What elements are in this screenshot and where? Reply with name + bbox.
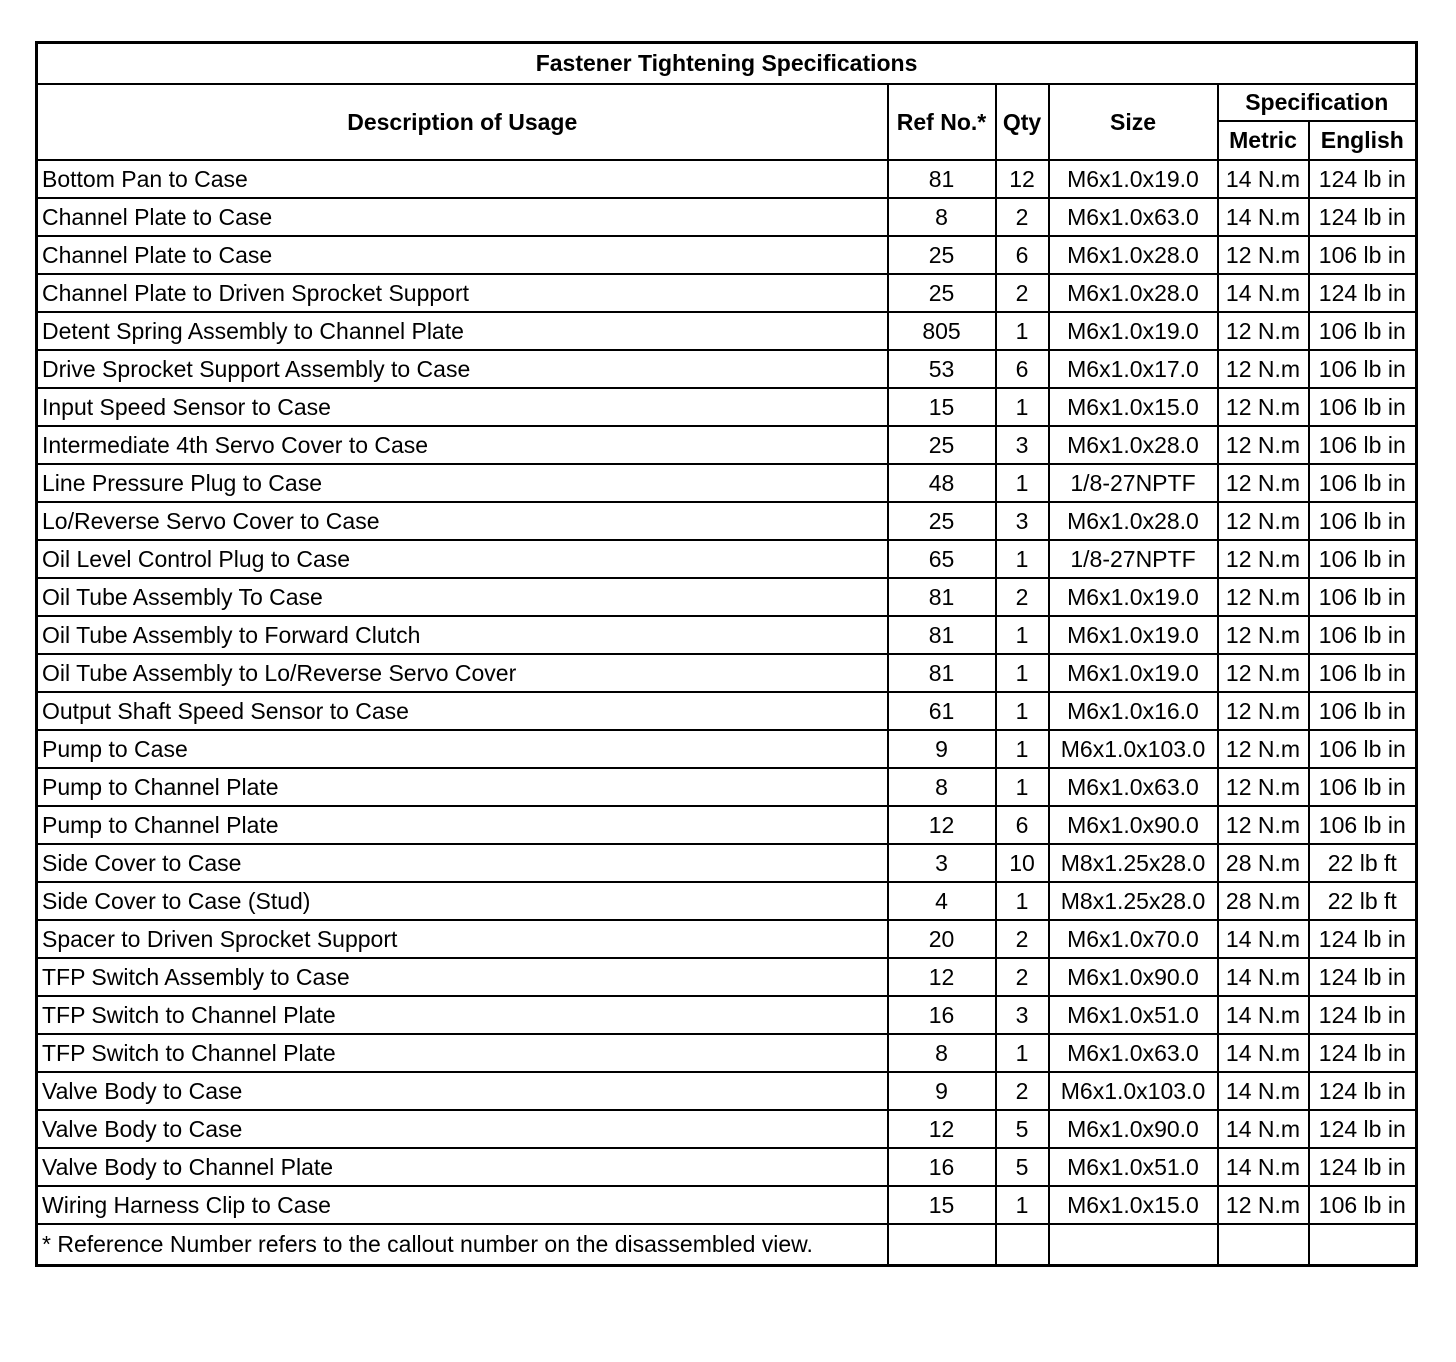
cell-size: M6x1.0x28.0 (1049, 274, 1218, 312)
cell-ref-no: 65 (888, 540, 996, 578)
cell-metric: 14 N.m (1218, 996, 1309, 1034)
table-title: Fastener Tightening Specifications (37, 43, 1417, 85)
cell-qty: 1 (996, 768, 1049, 806)
cell-ref-no: 81 (888, 578, 996, 616)
cell-size: M6x1.0x103.0 (1049, 1072, 1218, 1110)
cell-ref-no: 8 (888, 198, 996, 236)
cell-ref-no: 48 (888, 464, 996, 502)
cell-ref-no: 81 (888, 616, 996, 654)
cell-qty: 10 (996, 844, 1049, 882)
table-row (37, 578, 1417, 616)
table-row (37, 1034, 1417, 1072)
cell-description: Detent Spring Assembly to Channel Plate (37, 312, 888, 350)
cell-metric: 12 N.m (1218, 1186, 1309, 1224)
cell-english: 106 lb in (1309, 654, 1417, 692)
table-row (37, 844, 1417, 882)
cell-qty: 12 (996, 160, 1049, 198)
cell-english: 106 lb in (1309, 464, 1417, 502)
cell-size: M6x1.0x19.0 (1049, 312, 1218, 350)
cell-size: M6x1.0x90.0 (1049, 1110, 1218, 1148)
cell-metric: 14 N.m (1218, 958, 1309, 996)
cell-english: 106 lb in (1309, 578, 1417, 616)
cell-metric: 12 N.m (1218, 768, 1309, 806)
cell-metric: 14 N.m (1218, 198, 1309, 236)
cell-qty: 1 (996, 616, 1049, 654)
cell-size: M8x1.25x28.0 (1049, 844, 1218, 882)
cell-size: M6x1.0x19.0 (1049, 654, 1218, 692)
table-row (37, 920, 1417, 958)
footnote-empty-cell (1218, 1224, 1309, 1266)
cell-size: M6x1.0x28.0 (1049, 502, 1218, 540)
cell-description: Intermediate 4th Servo Cover to Case (37, 426, 888, 464)
cell-size: M6x1.0x16.0 (1049, 692, 1218, 730)
cell-size: M6x1.0x17.0 (1049, 350, 1218, 388)
cell-english: 106 lb in (1309, 502, 1417, 540)
cell-metric: 14 N.m (1218, 920, 1309, 958)
cell-size: M6x1.0x19.0 (1049, 578, 1218, 616)
cell-english: 22 lb ft (1309, 882, 1417, 920)
cell-size: M6x1.0x28.0 (1049, 426, 1218, 464)
cell-description: Channel Plate to Case (37, 236, 888, 274)
cell-description: Spacer to Driven Sprocket Support (37, 920, 888, 958)
cell-ref-no: 12 (888, 958, 996, 996)
table-row (37, 350, 1417, 388)
cell-ref-no: 16 (888, 1148, 996, 1186)
cell-english: 124 lb in (1309, 1110, 1417, 1148)
footnote-empty-cell (1309, 1224, 1417, 1266)
title-row (37, 43, 1417, 85)
cell-qty: 3 (996, 426, 1049, 464)
cell-size: M6x1.0x90.0 (1049, 958, 1218, 996)
table-row (37, 616, 1417, 654)
table-row (37, 312, 1417, 350)
cell-metric: 12 N.m (1218, 464, 1309, 502)
cell-size: M6x1.0x19.0 (1049, 160, 1218, 198)
cell-metric: 14 N.m (1218, 274, 1309, 312)
cell-english: 106 lb in (1309, 312, 1417, 350)
cell-metric: 12 N.m (1218, 692, 1309, 730)
table-row (37, 692, 1417, 730)
table-row (37, 654, 1417, 692)
table-row (37, 274, 1417, 312)
cell-metric: 12 N.m (1218, 312, 1309, 350)
cell-size: M6x1.0x15.0 (1049, 1186, 1218, 1224)
cell-qty: 5 (996, 1110, 1049, 1148)
cell-size: M6x1.0x19.0 (1049, 616, 1218, 654)
cell-description: Oil Tube Assembly to Forward Clutch (37, 616, 888, 654)
cell-qty: 5 (996, 1148, 1049, 1186)
cell-description: Input Speed Sensor to Case (37, 388, 888, 426)
table-row (37, 540, 1417, 578)
footnote-row (37, 1224, 1417, 1266)
cell-english: 106 lb in (1309, 236, 1417, 274)
cell-ref-no: 3 (888, 844, 996, 882)
cell-qty: 1 (996, 654, 1049, 692)
cell-qty: 1 (996, 730, 1049, 768)
table-row (37, 388, 1417, 426)
cell-description: Channel Plate to Case (37, 198, 888, 236)
cell-size: M8x1.25x28.0 (1049, 882, 1218, 920)
table-row (37, 730, 1417, 768)
table-row (37, 464, 1417, 502)
cell-description: Channel Plate to Driven Sprocket Support (37, 274, 888, 312)
table-row (37, 198, 1417, 236)
cell-ref-no: 9 (888, 1072, 996, 1110)
cell-size: M6x1.0x63.0 (1049, 198, 1218, 236)
cell-size: 1/8-27NPTF (1049, 540, 1218, 578)
table-row (37, 882, 1417, 920)
header-specification: Specification (1218, 84, 1417, 121)
header-ref-no: Ref No.* (888, 84, 996, 160)
cell-qty: 1 (996, 312, 1049, 350)
header-english: English (1309, 121, 1417, 160)
cell-metric: 28 N.m (1218, 882, 1309, 920)
cell-qty: 3 (996, 996, 1049, 1034)
cell-ref-no: 15 (888, 388, 996, 426)
cell-size: M6x1.0x70.0 (1049, 920, 1218, 958)
table-row (37, 1186, 1417, 1224)
cell-ref-no: 12 (888, 806, 996, 844)
cell-ref-no: 53 (888, 350, 996, 388)
table-row (37, 1110, 1417, 1148)
cell-size: M6x1.0x28.0 (1049, 236, 1218, 274)
cell-qty: 1 (996, 882, 1049, 920)
cell-description: Oil Tube Assembly to Lo/Reverse Servo Cover (37, 654, 888, 692)
cell-english: 106 lb in (1309, 388, 1417, 426)
cell-description: TFP Switch to Channel Plate (37, 996, 888, 1034)
cell-english: 106 lb in (1309, 1186, 1417, 1224)
cell-ref-no: 81 (888, 654, 996, 692)
header-qty: Qty (996, 84, 1049, 160)
cell-ref-no: 4 (888, 882, 996, 920)
cell-english: 124 lb in (1309, 920, 1417, 958)
footnote-empty-cell (1049, 1224, 1218, 1266)
cell-english: 106 lb in (1309, 730, 1417, 768)
cell-english: 124 lb in (1309, 160, 1417, 198)
footnote: * Reference Number refers to the callout number on the disassembled view. (37, 1224, 888, 1266)
cell-ref-no: 12 (888, 1110, 996, 1148)
table-row (37, 996, 1417, 1034)
cell-english: 124 lb in (1309, 996, 1417, 1034)
table-row (37, 236, 1417, 274)
cell-ref-no: 805 (888, 312, 996, 350)
cell-metric: 12 N.m (1218, 806, 1309, 844)
cell-qty: 6 (996, 806, 1049, 844)
table-row (37, 426, 1417, 464)
cell-metric: 12 N.m (1218, 730, 1309, 768)
cell-english: 124 lb in (1309, 1148, 1417, 1186)
table-row (37, 1148, 1417, 1186)
cell-description: Valve Body to Channel Plate (37, 1148, 888, 1186)
cell-metric: 14 N.m (1218, 160, 1309, 198)
table-row (37, 1072, 1417, 1110)
cell-metric: 12 N.m (1218, 350, 1309, 388)
cell-qty: 2 (996, 274, 1049, 312)
cell-english: 124 lb in (1309, 1034, 1417, 1072)
cell-qty: 2 (996, 198, 1049, 236)
cell-size: M6x1.0x63.0 (1049, 1034, 1218, 1072)
cell-metric: 14 N.m (1218, 1148, 1309, 1186)
cell-size: M6x1.0x63.0 (1049, 768, 1218, 806)
footnote-empty-cell (888, 1224, 996, 1266)
table-row (37, 806, 1417, 844)
cell-ref-no: 81 (888, 160, 996, 198)
cell-description: Valve Body to Case (37, 1110, 888, 1148)
cell-qty: 2 (996, 578, 1049, 616)
cell-metric: 12 N.m (1218, 502, 1309, 540)
cell-qty: 2 (996, 958, 1049, 996)
cell-description: Valve Body to Case (37, 1072, 888, 1110)
cell-ref-no: 25 (888, 274, 996, 312)
cell-english: 124 lb in (1309, 274, 1417, 312)
cell-qty: 6 (996, 350, 1049, 388)
table-row (37, 160, 1417, 198)
cell-description: Pump to Case (37, 730, 888, 768)
cell-description: TFP Switch Assembly to Case (37, 958, 888, 996)
cell-qty: 1 (996, 1034, 1049, 1072)
cell-description: Drive Sprocket Support Assembly to Case (37, 350, 888, 388)
fastener-spec-table (35, 41, 1418, 1267)
cell-description: Side Cover to Case (Stud) (37, 882, 888, 920)
cell-size: M6x1.0x90.0 (1049, 806, 1218, 844)
cell-english: 124 lb in (1309, 198, 1417, 236)
cell-description: Oil Level Control Plug to Case (37, 540, 888, 578)
cell-size: M6x1.0x103.0 (1049, 730, 1218, 768)
header-description: Description of Usage (37, 84, 888, 160)
cell-metric: 12 N.m (1218, 578, 1309, 616)
cell-ref-no: 8 (888, 768, 996, 806)
cell-qty: 1 (996, 692, 1049, 730)
cell-english: 106 lb in (1309, 540, 1417, 578)
cell-metric: 12 N.m (1218, 654, 1309, 692)
cell-qty: 1 (996, 464, 1049, 502)
table-row (37, 502, 1417, 540)
cell-description: Line Pressure Plug to Case (37, 464, 888, 502)
header-metric: Metric (1218, 121, 1309, 160)
cell-ref-no: 25 (888, 502, 996, 540)
cell-ref-no: 9 (888, 730, 996, 768)
cell-ref-no: 25 (888, 236, 996, 274)
cell-description: Oil Tube Assembly To Case (37, 578, 888, 616)
cell-metric: 12 N.m (1218, 388, 1309, 426)
cell-description: Output Shaft Speed Sensor to Case (37, 692, 888, 730)
cell-qty: 6 (996, 236, 1049, 274)
cell-metric: 12 N.m (1218, 540, 1309, 578)
cell-qty: 3 (996, 502, 1049, 540)
cell-qty: 1 (996, 540, 1049, 578)
cell-size: M6x1.0x51.0 (1049, 996, 1218, 1034)
cell-size: M6x1.0x15.0 (1049, 388, 1218, 426)
cell-english: 124 lb in (1309, 958, 1417, 996)
cell-description: Side Cover to Case (37, 844, 888, 882)
cell-ref-no: 20 (888, 920, 996, 958)
cell-ref-no: 61 (888, 692, 996, 730)
cell-qty: 2 (996, 920, 1049, 958)
cell-english: 106 lb in (1309, 350, 1417, 388)
cell-metric: 14 N.m (1218, 1072, 1309, 1110)
table-row (37, 768, 1417, 806)
footnote-empty-cell (996, 1224, 1049, 1266)
cell-description: Lo/Reverse Servo Cover to Case (37, 502, 888, 540)
cell-english: 22 lb ft (1309, 844, 1417, 882)
cell-qty: 2 (996, 1072, 1049, 1110)
cell-english: 106 lb in (1309, 692, 1417, 730)
cell-metric: 12 N.m (1218, 616, 1309, 654)
cell-description: Bottom Pan to Case (37, 160, 888, 198)
cell-english: 106 lb in (1309, 426, 1417, 464)
cell-description: Pump to Channel Plate (37, 768, 888, 806)
cell-description: TFP Switch to Channel Plate (37, 1034, 888, 1072)
cell-qty: 1 (996, 388, 1049, 426)
cell-ref-no: 16 (888, 996, 996, 1034)
cell-metric: 12 N.m (1218, 236, 1309, 274)
cell-size: 1/8-27NPTF (1049, 464, 1218, 502)
cell-ref-no: 15 (888, 1186, 996, 1224)
cell-ref-no: 25 (888, 426, 996, 464)
table-body (37, 160, 1417, 1224)
cell-qty: 1 (996, 1186, 1049, 1224)
cell-metric: 12 N.m (1218, 426, 1309, 464)
cell-english: 124 lb in (1309, 1072, 1417, 1110)
table-row (37, 958, 1417, 996)
cell-english: 106 lb in (1309, 806, 1417, 844)
cell-description: Wiring Harness Clip to Case (37, 1186, 888, 1224)
cell-metric: 28 N.m (1218, 844, 1309, 882)
cell-english: 106 lb in (1309, 616, 1417, 654)
cell-ref-no: 8 (888, 1034, 996, 1072)
cell-metric: 14 N.m (1218, 1110, 1309, 1148)
cell-size: M6x1.0x51.0 (1049, 1148, 1218, 1186)
header-size: Size (1049, 84, 1218, 160)
header-row-1 (37, 84, 1417, 121)
cell-description: Pump to Channel Plate (37, 806, 888, 844)
cell-english: 106 lb in (1309, 768, 1417, 806)
cell-metric: 14 N.m (1218, 1034, 1309, 1072)
